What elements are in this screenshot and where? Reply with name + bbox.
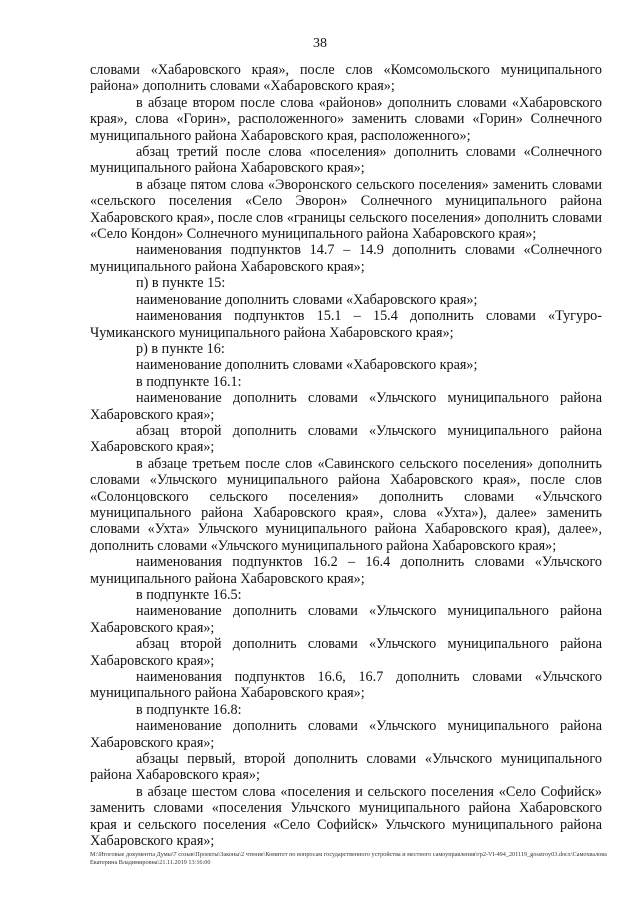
paragraph: в абзаце втором после слова «районов» дополнить словами «Хабаровского края», слова «Горин», расположенного» заменить словами «Горин» Солнечного муниципального района Хабаровского края, расположенного»; <box>90 94 602 144</box>
paragraph: в абзаце пятом слова «Эворонского сельского поселения» заменить словами «сельского поселения «Село Эворон» Солнечного муниципального района Хабаровского края», после слов «границы сельского поселения» дополнить словами «Село Кондон» Солнечного муниципального района Хабаровского края»; <box>90 176 602 243</box>
paragraph: в подпункте 16.8: <box>136 701 242 718</box>
paragraph: в подпункте 16.5: <box>136 587 242 603</box>
paragraph: наименование дополнить словами «Хабаровского края»; <box>136 291 478 308</box>
paragraph: наименование дополнить словами «Ульчского муниципального района Хабаровского края»; <box>90 718 602 751</box>
paragraph: наименования подпунктов 16.2 – 16.4 дополнить словами «Ульчского муниципального района Хабаровского края»; <box>90 554 602 587</box>
paragraph: в абзаце третьем после слов «Савинского сельского поселения» дополнить словами «Ульчского муниципального района Хабаровского края», после слов «Солонцовского сельского поселения» дополнить словами «Ульчского муниципального района Хабаровского края», слова «Ухта»), далее» заменить словами «Ухта» Ульчского муниципального района Хабаровского края), далее», дополнить словами «Ульчского муниципального района Хабаровского края»; <box>90 455 602 554</box>
paragraph: в абзаце шестом слова «поселения и сельского поселения «Село Софийск» заменить словами «поселения Ульчского муниципального района Хабаровского края и сельского поселения «Село Софийск» Ульчского муниципального района Хабаровского края»; <box>90 783 602 850</box>
paragraph: словами «Хабаровского края», после слов «Комсомольского муниципального района» дополнить словами «Хабаровского края»; <box>90 62 602 95</box>
paragraph: наименования подпунктов 16.6, 16.7 дополнить словами «Ульчского муниципального района Хабаровского края»; <box>90 669 602 702</box>
paragraph: абзацы первый, второй дополнить словами «Ульчского муниципального района Хабаровского края»; <box>90 751 602 784</box>
page-number: 38 <box>313 36 327 51</box>
paragraph: наименования подпунктов 14.7 – 14.9 дополнить словами «Солнечного муниципального района Хабаровского края»; <box>90 242 602 275</box>
paragraph: абзац второй дополнить словами «Ульчского муниципального района Хабаровского края»; <box>90 422 602 456</box>
paragraph: наименование дополнить словами «Ульчского муниципального района Хабаровского края»; <box>90 390 602 423</box>
footer-file-path: M:\Итоговые документы Думы\7 созыв\Проекты\Законы\2 чтение\Комитет по вопросам государственного устройства и местного самоуправления\гр2-VI-494_201119_gosstroy03.docx\Самохвалова Екатерина Владимировна\21.11.2019 13:16:00 <box>90 851 607 866</box>
paragraph: р) в пункте 16: <box>136 340 225 357</box>
paragraph: п) в пункте 15: <box>136 275 226 292</box>
paragraph: наименования подпунктов 15.1 – 15.4 дополнить словами «Тугуро-Чумиканского муниципального района Хабаровского края»; <box>90 308 602 341</box>
paragraph: абзац второй дополнить словами «Ульчского муниципального района Хабаровского края»; <box>90 636 602 669</box>
document-body <box>90 62 602 850</box>
paragraph: наименование дополнить словами «Хабаровского края»; <box>136 357 478 374</box>
paragraph: абзац третий после слова «поселения» дополнить словами «Солнечного муниципального района Хабаровского края»; <box>90 144 602 177</box>
paragraph: наименование дополнить словами «Ульчского муниципального района Хабаровского края»; <box>90 603 602 636</box>
paragraph: в подпункте 16.1: <box>136 373 242 390</box>
